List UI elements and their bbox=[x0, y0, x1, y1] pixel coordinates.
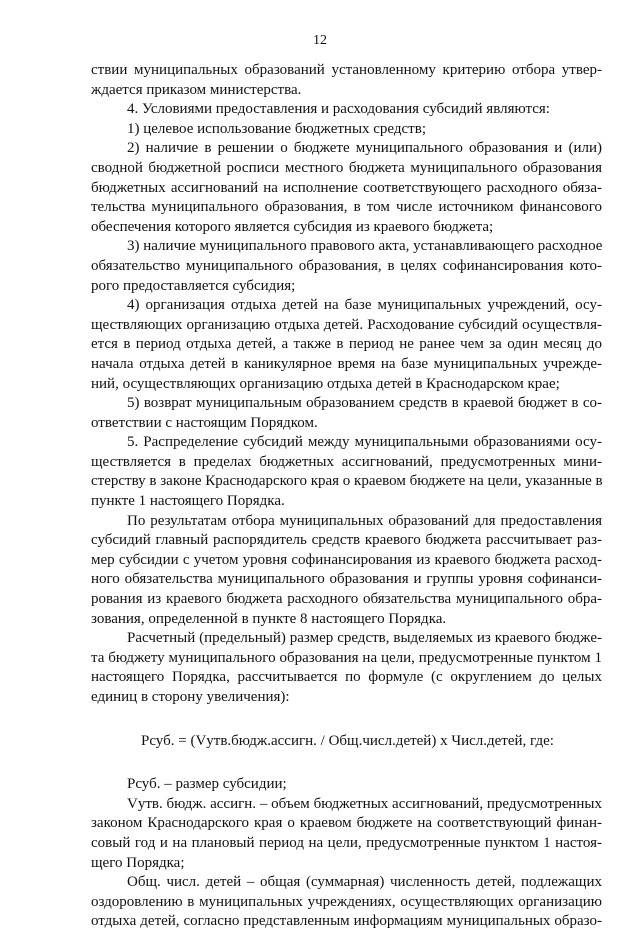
text-line: ществляющих организацию отдыха детей. Расходование субсидий осуществля- bbox=[91, 316, 602, 333]
text-line: пункте 1 настоящего Порядка. bbox=[91, 493, 285, 510]
text-line: рования из краевого бюджета расходного обязательства муниципального обра- bbox=[91, 591, 602, 608]
text-line: мер субсидии с учетом уровня софинансирования из краевого бюджета расход- bbox=[91, 551, 602, 568]
text-line: обеспечения которого является субсидия из краевого бюджета; bbox=[91, 218, 494, 235]
document-body bbox=[91, 61, 602, 932]
text-line: По результатам отбора муниципальных образований для предоставления bbox=[127, 512, 602, 529]
text-line: зования, определенной в пункте 8 настоящего Порядка. bbox=[91, 610, 447, 627]
text-line: оздоровлению в муниципальных учреждениях, осуществляющих организацию bbox=[91, 893, 602, 910]
text-line: начала отдыха детей в каникулярное время на базе муниципальных учрежде- bbox=[91, 355, 602, 372]
text-line: 5) возврат муниципальным образованием средств в краевой бюджет в со- bbox=[127, 395, 602, 412]
text-line: щего Порядка; bbox=[91, 854, 185, 871]
text-line: сводной бюджетной росписи местного бюджета муниципального образования bbox=[91, 159, 602, 176]
text-line: стерству в законе Краснодарского края о краевом бюджете на цели, указанные в bbox=[91, 473, 603, 490]
text-line: рого предоставляется субсидия; bbox=[91, 277, 296, 294]
text-line: ществляется в пределах бюджетных ассигнований, предусмотренных мини- bbox=[91, 453, 602, 470]
text-line: Vутв. бюдж. ассигн. – объем бюджетных ассигнований, предусмотренных bbox=[127, 795, 602, 812]
text-line: та бюджету муниципального образования на цели, предусмотренные пунктом 1 bbox=[91, 649, 602, 666]
text-line: Общ. числ. детей – общая (суммарная) численность детей, подлежащих bbox=[127, 874, 602, 891]
text-line: Расчетный (предельный) размер средств, выделяемых из краевого бюдже- bbox=[127, 630, 602, 647]
text-line: отдыха детей, согласно представленным информациям муниципальных образо- bbox=[91, 913, 602, 930]
text-line: 1) целевое использование бюджетных средств; bbox=[127, 120, 426, 137]
text-line: единиц в сторону увеличения): bbox=[91, 689, 290, 705]
text-line: субсидий главный распорядитель средств краевого бюджета рассчитывает раз- bbox=[91, 532, 602, 549]
text-line: бюджетных ассигнований на исполнение соответствующего расходного обяза- bbox=[91, 179, 602, 196]
text-line: тельства муниципального образования, в том числе источником финансового bbox=[91, 199, 602, 216]
text-line: законом Краснодарского края о краевом бюджете на соответствующий финан- bbox=[91, 815, 602, 832]
text-line: ответствии с настоящим Порядком. bbox=[91, 414, 318, 431]
text-line: 2) наличие в решении о бюджете муниципального образования и (или) bbox=[127, 140, 602, 157]
text-line: ний, осуществляющих организацию отдыха детей в Краснодарском крае; bbox=[91, 375, 560, 392]
text-line: ствии муниципальных образований установленному критерию отбора утвер- bbox=[91, 62, 602, 78]
text-line: Рсуб. – размер субсидии; bbox=[127, 776, 287, 793]
text-line: 5. Распределение субсидий между муниципальными образованиями осу- bbox=[127, 434, 602, 451]
text-line: обязательство муниципального образования, в целях софинансирования кото- bbox=[91, 257, 602, 274]
formula-line: Рсуб. = (Vутв.бюдж.ассигн. / Общ.числ.детей) x Числ.детей, где: bbox=[141, 732, 554, 749]
page-number: 12 bbox=[313, 33, 327, 48]
text-line: ного обязательства муниципального образования и группы уровня софинанси- bbox=[91, 571, 602, 588]
text-line: 4. Условиями предоставления и расходования субсидий являются: bbox=[127, 101, 550, 118]
text-line: ждается приказом министерства. bbox=[91, 81, 302, 98]
text-line: совый год и на плановый период на цели, предусмотренные пунктом 1 настоя- bbox=[91, 834, 602, 851]
text-line: настоящего Порядка, рассчитывается по формуле (с округлением до целых bbox=[91, 669, 602, 686]
text-line: ется в период отдыха детей, а также в период не ранее чем за один месяц до bbox=[91, 336, 602, 353]
text-line: 3) наличие муниципального правового акта, устанавливающего расходное bbox=[127, 238, 603, 255]
text-line: 4) организация отдыха детей на базе муниципальных учреждений, осу- bbox=[127, 297, 602, 314]
